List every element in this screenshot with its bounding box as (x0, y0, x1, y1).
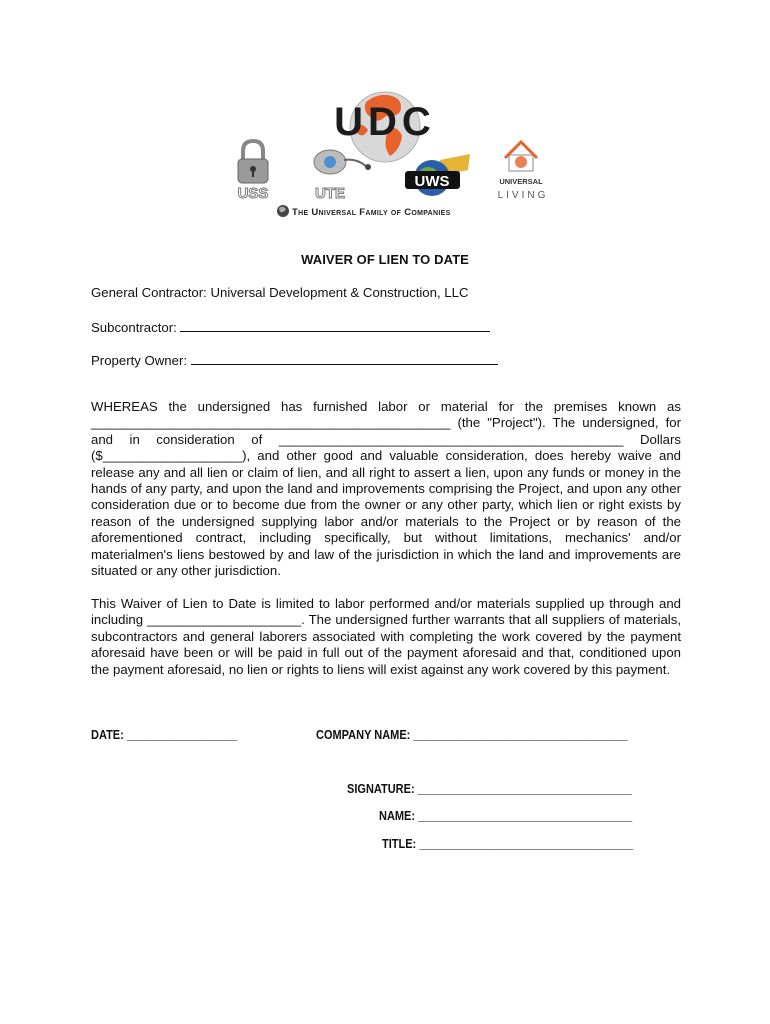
name-signature-line[interactable]: NAME: ___________________________________ (379, 809, 633, 823)
subcontractor-label: Subcontractor: (91, 320, 177, 335)
signature-line[interactable]: SIGNATURE: ___________________________________ (347, 782, 632, 796)
logo-graphic (0, 0, 770, 240)
ute-wordmark: UTE (315, 185, 345, 202)
date-signature-line[interactable]: DATE: __________________ (91, 728, 237, 742)
tagline-globe-icon (277, 205, 289, 217)
company-name-signature-line[interactable]: COMPANY NAME: ___________________________________ (316, 728, 628, 742)
property-owner-field (91, 351, 498, 368)
company-logos (0, 0, 770, 240)
uss-wordmark: USS (237, 185, 269, 202)
universal-living-wordmark: UNIVERSAL (499, 177, 543, 186)
uws-wordmark: UWS (414, 173, 450, 190)
subcontractor-field (91, 318, 490, 335)
property-owner-blank[interactable] (191, 351, 498, 365)
limitation-paragraph: This Waiver of Lien to Date is limited to labor performed and/or materials supplied up through and including _____________________. The undersigned further warrants that all suppliers of materials, subcontractors and general laborers associated with completing the work covered by the payment aforesaid have been or will be paid in full out of the payment aforesaid and that, conditioned upon the payment aforesaid, no lien or rights to liens will exist against any work covered by this payment. (91, 596, 681, 677)
tagline: The Universal Family of Companies (292, 207, 451, 218)
whereas-paragraph: WHEREAS the undersigned has furnished labor or material for the premises known as _________________________________________________ (the "Project"). The undersigned, for and in consideration of _______________________________________________ Dollars ($___________________), and other good and valuable consideration, does hereby waive and release any and all lien or claim of lien, and all right to assert a lien, upon any funds or money in the hands of any party, and upon the land and improvements comprising the Project, and upon any other consideration due or to become due from the owner or any other party, which lien or right exists by reason of the undersigned supplying labor and/or materials to the Project or by reason of the aforementioned contract, including specifically, but without limitations, mechanics' and/or materialmen's liens bestowed by and law of the jurisdiction in which the land and improvements are situated or any other jurisdiction. (91, 399, 681, 579)
house-icon (505, 142, 537, 171)
general-contractor-line: General Contractor: Universal Development & Construction, LLC (91, 285, 469, 300)
living-wordmark: LIVING (497, 190, 549, 201)
padlock-icon (238, 141, 268, 183)
property-owner-label: Property Owner: (91, 353, 188, 368)
document-title: WAIVER OF LIEN TO DATE (301, 252, 469, 267)
title-signature-line[interactable]: TITLE: ___________________________________ (382, 837, 634, 851)
subcontractor-blank[interactable] (180, 318, 490, 332)
udc-wordmark: UDC (334, 100, 436, 144)
